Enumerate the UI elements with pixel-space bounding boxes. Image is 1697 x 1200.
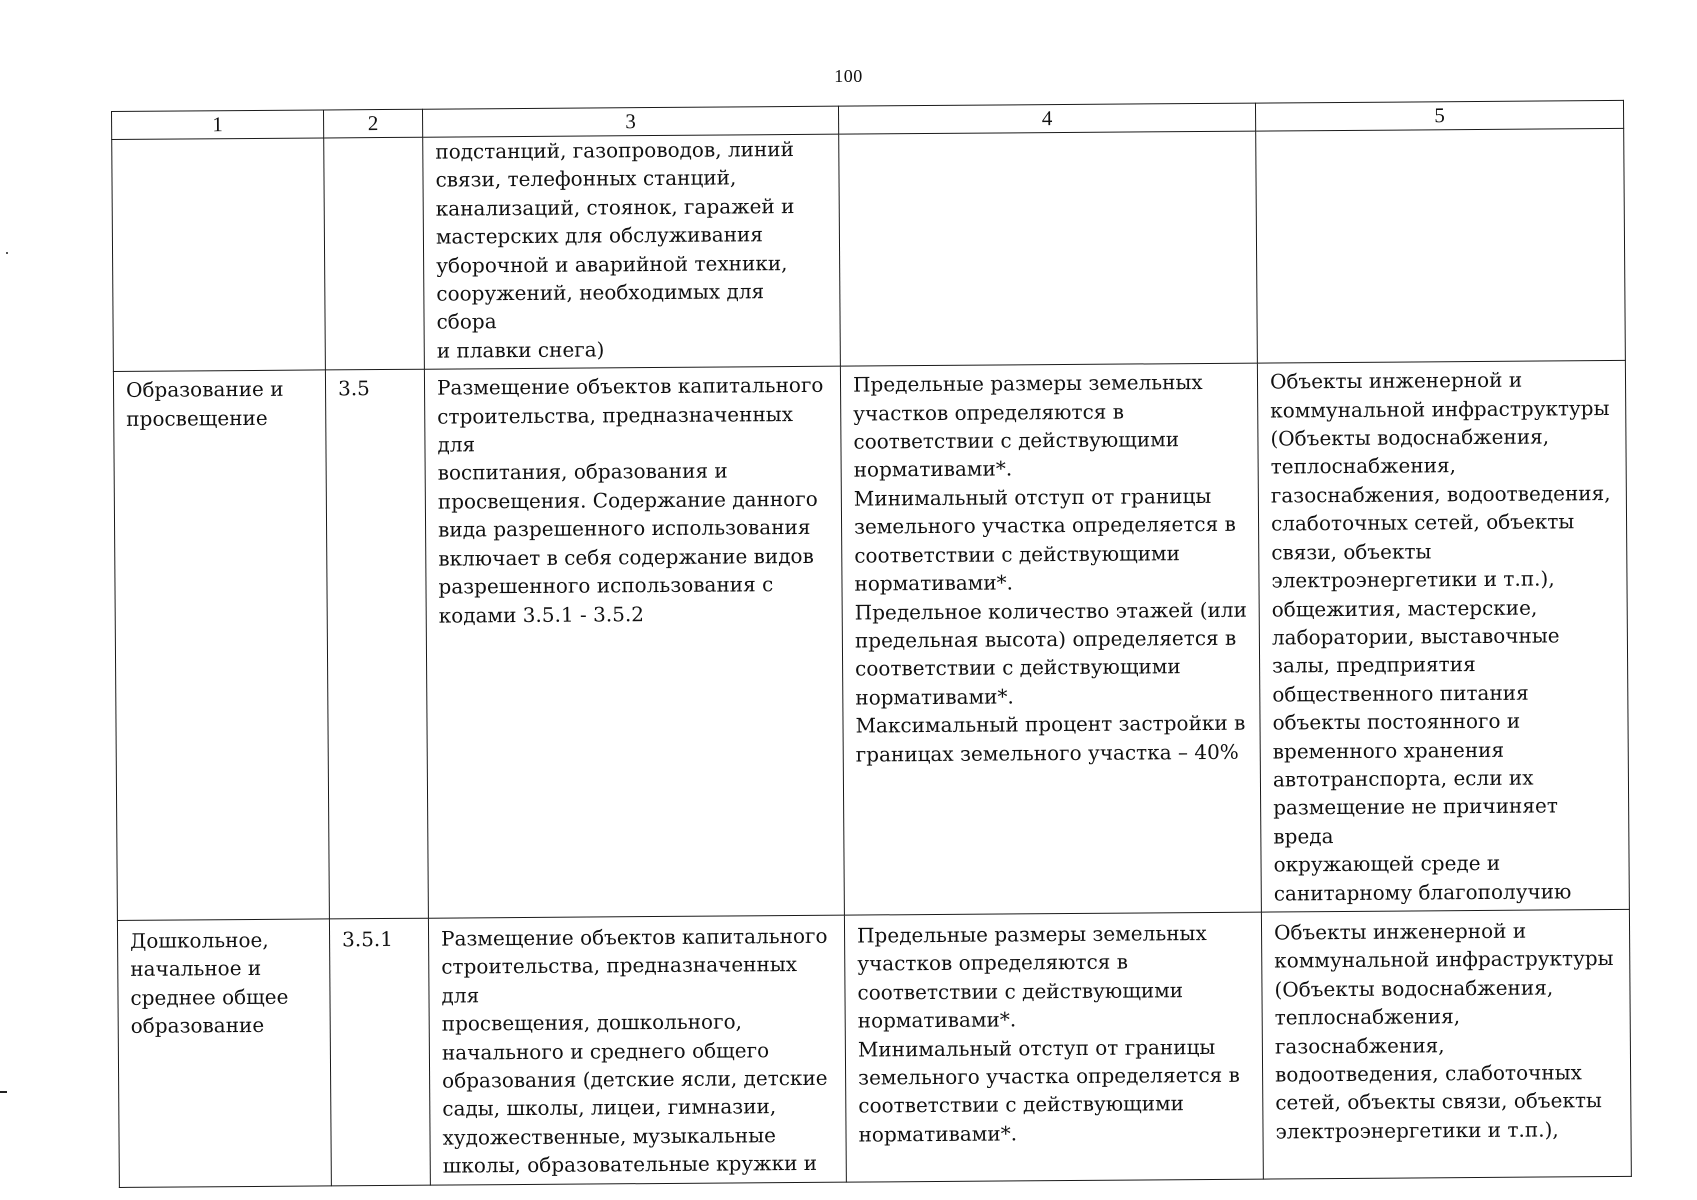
use-parameters-cell: Предельные размеры земельных участков определяются в соответствии с действующими нормативами*. Минимальный отступ от границы земельного участка определяется в соответствии с действующими нормативами*. Предельное количество этажей (или предельная высота) определяется в соответствии с действующими нормативами*. Максимальный процент застройки в границах земельного участка – 40%: [840, 363, 1261, 915]
use-description-cell: Размещение объектов капитального строительства, предназначенных для воспитания, образования и просвещения. Содержание данного вида разрешенного использования включает в себя содержание видов разрешенного использования с кодами 3.5.1 - 3.5.2: [424, 366, 844, 918]
use-auxiliary-cell: Объекты инженерной и коммунальной инфраструктуры (Объекты водоснабжения, теплоснабжения, газоснабжения, водоотведения, слаботочных сетей, объекты связи, объекты электроэнергетики и т.п.), общежития, мастерские, лаборатории, выставочные залы, предприятия общественного питания объекты постоянного и временного хранения автотранспорта, если их размещение не причиняет вреда окружающей среде и санитарному благополучию: [1257, 361, 1629, 912]
use-description-cell: Размещение объектов капитального строительства, предназначенных для просвещения, дошкольного, начального и среднего общего образования (детские ясли, детские сады, школы, лицеи, гимназии, художественные, музыкальные школы, образовательные кружки и: [428, 915, 846, 1185]
use-name-cell: Образование и просвещение: [113, 370, 329, 920]
use-auxiliary-cell: Объекты инженерной и коммунальной инфраструктуры (Объекты водоснабжения, теплоснабжения, газоснабжения, водоотведения, слаботочных сетей, объекты связи, объекты электроэнергетики и т.п.),: [1261, 909, 1631, 1178]
land-use-table-container: [111, 100, 1631, 1188]
use-description-cell: подстанций, газопроводов, линий связи, телефонных станций, канализаций, стоянок, гаражей и мастерских для обслуживания уборочной и аварийной техники, сооружений, необходимых для сбора и плавки снега): [423, 134, 841, 369]
use-name-cell: Дошкольное, начальное и среднее общее образование: [117, 919, 331, 1187]
use-auxiliary-cell: [1256, 128, 1626, 363]
land-use-table: [111, 100, 1632, 1188]
use-code-cell: 3.5: [325, 369, 428, 918]
column-header-2: 2: [323, 109, 422, 138]
column-header-5: 5: [1255, 100, 1623, 131]
use-parameters-cell: Предельные размеры земельных участков определяются в соответствии с действующими нормативами*. Минимальный отступ от границы земельного участка определяется в соответствии с действующими нормативами*.: [844, 912, 1263, 1182]
table-row-continuation: [112, 128, 1626, 371]
page-number: 100: [834, 66, 863, 86]
column-header-1: 1: [112, 110, 324, 140]
use-parameters-cell: [839, 131, 1258, 366]
column-header-4: 4: [838, 103, 1255, 134]
table-row-preschool-education: [117, 909, 1631, 1187]
use-code-cell: 3.5.1: [329, 918, 430, 1185]
scan-margin-mark: [0, 1091, 7, 1093]
use-name-cell: [112, 138, 326, 372]
table-row-education: [113, 361, 1629, 921]
use-code-cell: [324, 137, 425, 370]
column-header-3: 3: [422, 106, 838, 137]
scan-speck: [6, 252, 8, 254]
